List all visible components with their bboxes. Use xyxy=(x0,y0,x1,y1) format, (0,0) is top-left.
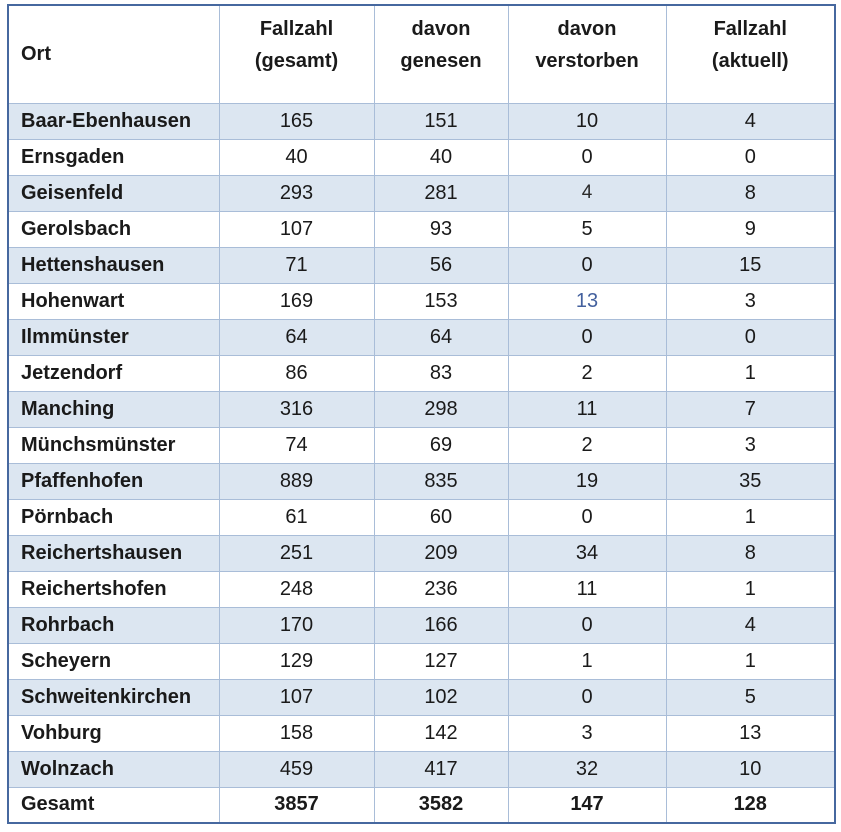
table-header xyxy=(8,5,835,103)
header-line: davon xyxy=(557,18,617,40)
cell-ort: Jetzendorf xyxy=(8,355,219,391)
table-row xyxy=(8,247,835,283)
table-row xyxy=(8,499,835,535)
cell-davon-verstorben: 2 xyxy=(508,427,666,463)
cell-fallzahl-gesamt: 107 xyxy=(219,211,374,247)
cell-fallzahl-gesamt: 165 xyxy=(219,103,374,139)
table-row xyxy=(8,535,835,571)
cell-fallzahl-aktuell: 35 xyxy=(666,463,835,499)
cell-fallzahl-gesamt: 889 xyxy=(219,463,374,499)
cell-davon-genesen: 281 xyxy=(374,175,508,211)
cell-fallzahl-aktuell: 4 xyxy=(666,607,835,643)
cell-davon-genesen: 83 xyxy=(374,355,508,391)
cell-davon-verstorben: 3 xyxy=(508,715,666,751)
header-line: Fallzahl xyxy=(713,18,787,40)
cell-total-davon-verstorben: 147 xyxy=(508,787,666,823)
cell-fallzahl-gesamt: 71 xyxy=(219,247,374,283)
cell-fallzahl-gesamt: 129 xyxy=(219,643,374,679)
cell-total-label: Gesamt xyxy=(8,787,219,823)
header-line: (gesamt) xyxy=(254,50,339,72)
header-ort: Ort xyxy=(8,5,219,103)
cell-ort: Baar-Ebenhausen xyxy=(8,103,219,139)
table-row xyxy=(8,139,835,175)
cell-ort: Pörnbach xyxy=(8,499,219,535)
cell-ort: Manching xyxy=(8,391,219,427)
cell-ort: Münchsmünster xyxy=(8,427,219,463)
cell-davon-verstorben: 13 xyxy=(508,283,666,319)
cell-fallzahl-aktuell: 3 xyxy=(666,283,835,319)
header-row xyxy=(8,5,835,103)
cell-davon-verstorben: 0 xyxy=(508,499,666,535)
cell-davon-verstorben: 11 xyxy=(508,391,666,427)
table-row xyxy=(8,643,835,679)
cell-total-davon-genesen: 3582 xyxy=(374,787,508,823)
covid-stats-table xyxy=(7,4,836,824)
cell-davon-verstorben: 19 xyxy=(508,463,666,499)
cell-ort: Wolnzach xyxy=(8,751,219,787)
cell-davon-verstorben: 11 xyxy=(508,571,666,607)
cell-fallzahl-gesamt: 158 xyxy=(219,715,374,751)
cell-ort: Geisenfeld xyxy=(8,175,219,211)
cell-davon-genesen: 60 xyxy=(374,499,508,535)
cell-fallzahl-gesamt: 64 xyxy=(219,319,374,355)
header-line: davon xyxy=(411,18,471,40)
cell-ort: Ernsgaden xyxy=(8,139,219,175)
cell-davon-genesen: 417 xyxy=(374,751,508,787)
cell-fallzahl-aktuell: 1 xyxy=(666,643,835,679)
cell-fallzahl-gesamt: 459 xyxy=(219,751,374,787)
cell-total-fallzahl-aktuell: 128 xyxy=(666,787,835,823)
cell-davon-genesen: 56 xyxy=(374,247,508,283)
header-line: (aktuell) xyxy=(711,50,789,72)
cell-ort: Ilmmünster xyxy=(8,319,219,355)
cell-fallzahl-gesamt: 169 xyxy=(219,283,374,319)
cell-fallzahl-aktuell: 1 xyxy=(666,355,835,391)
cell-fallzahl-gesamt: 248 xyxy=(219,571,374,607)
cell-fallzahl-aktuell: 0 xyxy=(666,139,835,175)
cell-davon-genesen: 142 xyxy=(374,715,508,751)
cell-fallzahl-gesamt: 316 xyxy=(219,391,374,427)
cell-davon-verstorben: 10 xyxy=(508,103,666,139)
table-row xyxy=(8,607,835,643)
cell-davon-genesen: 166 xyxy=(374,607,508,643)
table-row xyxy=(8,211,835,247)
header-davon-genesen xyxy=(374,5,508,103)
cell-fallzahl-gesamt: 74 xyxy=(219,427,374,463)
table-row xyxy=(8,355,835,391)
header-line: Fallzahl xyxy=(259,18,334,40)
header-davon-verstorben xyxy=(508,5,666,103)
table-row xyxy=(8,103,835,139)
table-row xyxy=(8,319,835,355)
cell-davon-genesen: 151 xyxy=(374,103,508,139)
table-row xyxy=(8,427,835,463)
cell-fallzahl-gesamt: 251 xyxy=(219,535,374,571)
cell-davon-verstorben: 1 xyxy=(508,643,666,679)
total-row xyxy=(8,787,835,823)
cell-fallzahl-aktuell: 4 xyxy=(666,103,835,139)
cell-davon-genesen: 40 xyxy=(374,139,508,175)
cell-davon-genesen: 69 xyxy=(374,427,508,463)
cell-fallzahl-gesamt: 107 xyxy=(219,679,374,715)
cell-davon-genesen: 127 xyxy=(374,643,508,679)
cell-total-fallzahl-gesamt: 3857 xyxy=(219,787,374,823)
cell-fallzahl-aktuell: 8 xyxy=(666,175,835,211)
cell-ort: Scheyern xyxy=(8,643,219,679)
cell-fallzahl-aktuell: 1 xyxy=(666,571,835,607)
cell-davon-verstorben: 32 xyxy=(508,751,666,787)
cell-fallzahl-aktuell: 5 xyxy=(666,679,835,715)
cell-fallzahl-aktuell: 7 xyxy=(666,391,835,427)
cell-fallzahl-aktuell: 13 xyxy=(666,715,835,751)
cell-davon-verstorben: 4 xyxy=(508,175,666,211)
table-body xyxy=(8,103,835,787)
table-row xyxy=(8,463,835,499)
cell-fallzahl-gesamt: 86 xyxy=(219,355,374,391)
table-row xyxy=(8,175,835,211)
cell-davon-verstorben: 0 xyxy=(508,247,666,283)
cell-fallzahl-gesamt: 293 xyxy=(219,175,374,211)
table-row xyxy=(8,571,835,607)
table-row xyxy=(8,391,835,427)
covid-stats-table-wrapper xyxy=(7,4,834,824)
table-row xyxy=(8,679,835,715)
cell-ort: Reichertshausen xyxy=(8,535,219,571)
header-fallzahl-aktuell xyxy=(666,5,835,103)
table-footer xyxy=(8,787,835,823)
cell-davon-genesen: 93 xyxy=(374,211,508,247)
cell-fallzahl-aktuell: 0 xyxy=(666,319,835,355)
cell-ort: Vohburg xyxy=(8,715,219,751)
cell-ort: Rohrbach xyxy=(8,607,219,643)
cell-davon-genesen: 835 xyxy=(374,463,508,499)
cell-fallzahl-aktuell: 8 xyxy=(666,535,835,571)
cell-fallzahl-aktuell: 10 xyxy=(666,751,835,787)
cell-ort: Schweitenkirchen xyxy=(8,679,219,715)
cell-davon-verstorben: 0 xyxy=(508,139,666,175)
cell-ort: Gerolsbach xyxy=(8,211,219,247)
cell-fallzahl-gesamt: 170 xyxy=(219,607,374,643)
cell-davon-verstorben: 34 xyxy=(508,535,666,571)
cell-davon-genesen: 102 xyxy=(374,679,508,715)
cell-davon-verstorben: 0 xyxy=(508,607,666,643)
cell-fallzahl-aktuell: 15 xyxy=(666,247,835,283)
cell-davon-genesen: 298 xyxy=(374,391,508,427)
cell-davon-genesen: 64 xyxy=(374,319,508,355)
cell-fallzahl-aktuell: 3 xyxy=(666,427,835,463)
cell-fallzahl-gesamt: 61 xyxy=(219,499,374,535)
table-row xyxy=(8,283,835,319)
cell-fallzahl-aktuell: 1 xyxy=(666,499,835,535)
cell-davon-verstorben: 0 xyxy=(508,679,666,715)
cell-fallzahl-aktuell: 9 xyxy=(666,211,835,247)
cell-davon-verstorben: 5 xyxy=(508,211,666,247)
header-line: verstorben xyxy=(535,50,639,72)
cell-ort: Hettenshausen xyxy=(8,247,219,283)
cell-davon-verstorben: 0 xyxy=(508,319,666,355)
cell-davon-genesen: 236 xyxy=(374,571,508,607)
cell-davon-genesen: 153 xyxy=(374,283,508,319)
table-row xyxy=(8,751,835,787)
cell-davon-verstorben: 2 xyxy=(508,355,666,391)
cell-davon-genesen: 209 xyxy=(374,535,508,571)
cell-ort: Reichertshofen xyxy=(8,571,219,607)
cell-ort: Pfaffenhofen xyxy=(8,463,219,499)
table-row xyxy=(8,715,835,751)
header-fallzahl-gesamt xyxy=(219,5,374,103)
header-line: genesen xyxy=(400,50,482,72)
cell-fallzahl-gesamt: 40 xyxy=(219,139,374,175)
cell-ort: Hohenwart xyxy=(8,283,219,319)
